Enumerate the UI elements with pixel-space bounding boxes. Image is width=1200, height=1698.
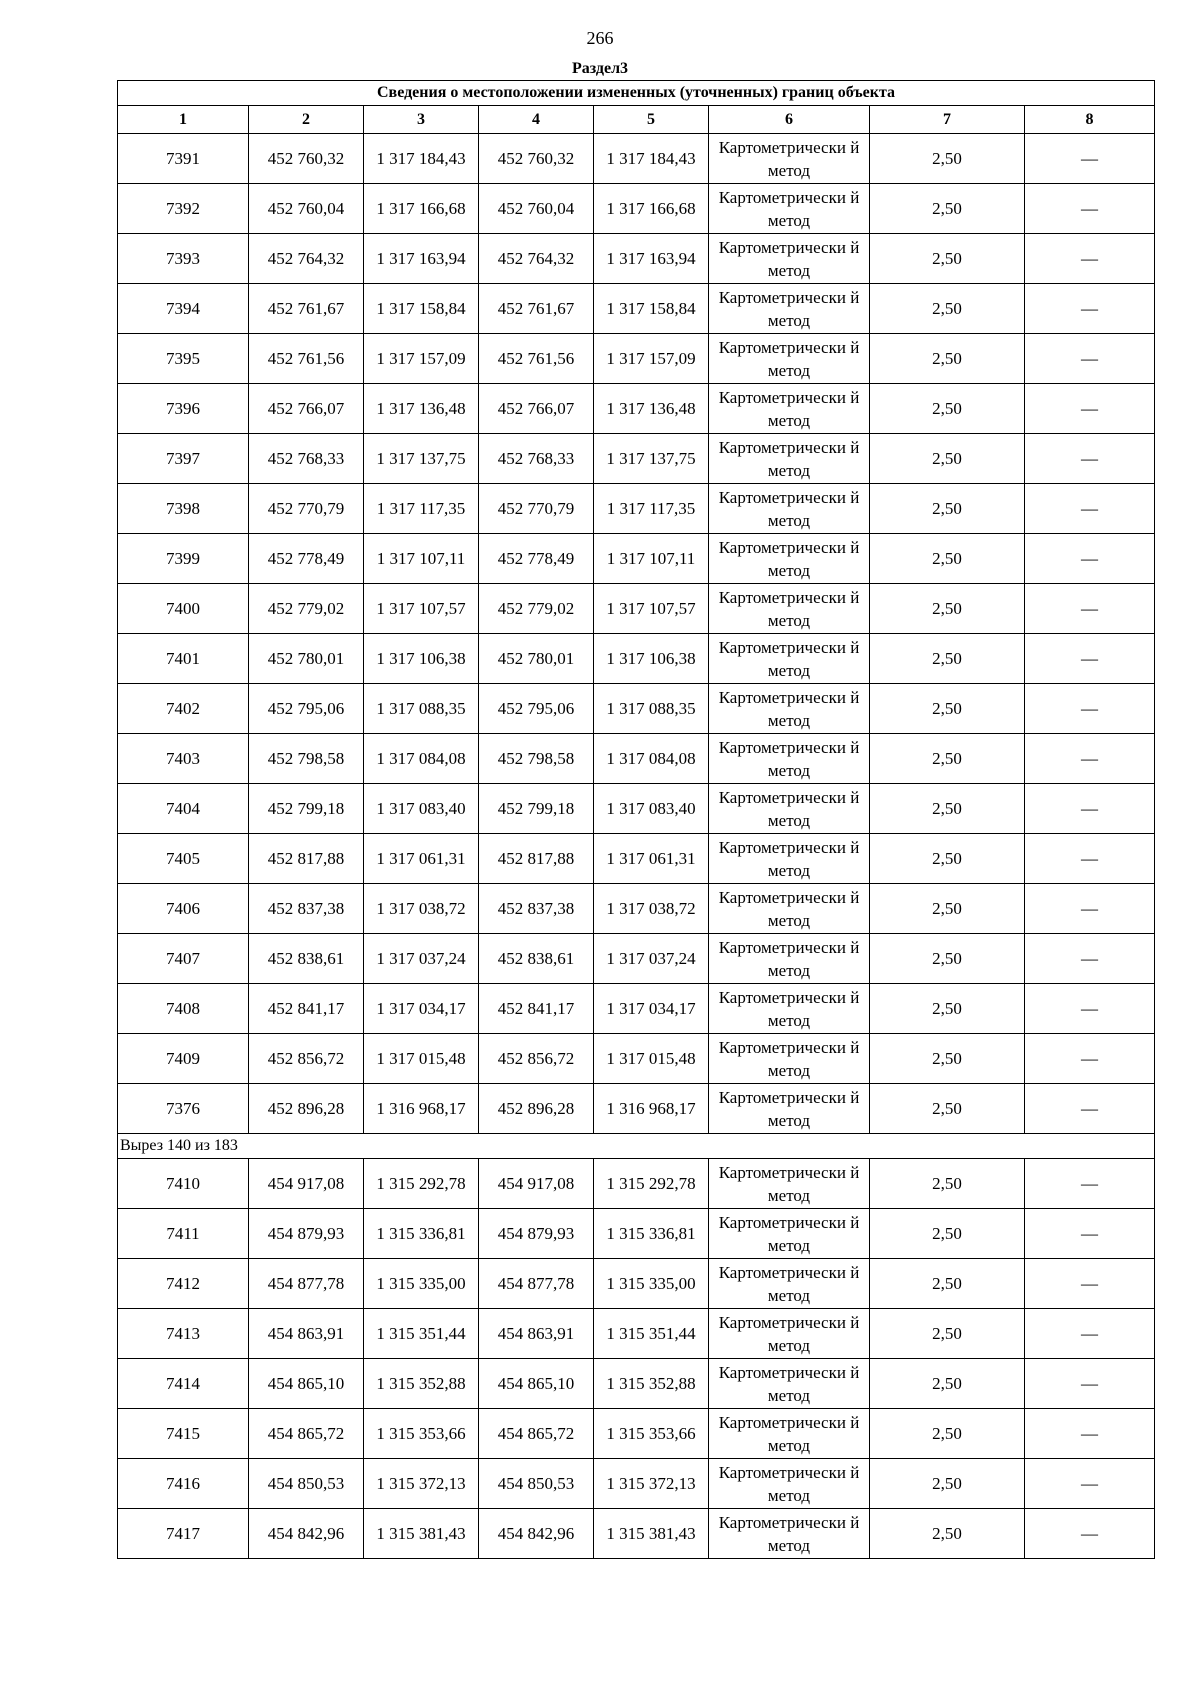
- table-cell-col-4: 452 798,58: [479, 734, 594, 784]
- table-cell-col-4: 452 760,04: [479, 184, 594, 234]
- table-cell-col-8: —: [1025, 1409, 1155, 1459]
- table-cell-col-4: 452 761,56: [479, 334, 594, 384]
- table-cell-col-1: 7400: [118, 584, 249, 634]
- table-cell-col-6: Картометрически й метод: [709, 684, 870, 734]
- table-cell-col-5: 1 317 137,75: [594, 434, 709, 484]
- table-cell-col-8: —: [1025, 1209, 1155, 1259]
- table-cell-col-2: 454 865,10: [249, 1359, 364, 1409]
- table-row: [118, 984, 1155, 1034]
- table-cell-col-5: 1 317 136,48: [594, 384, 709, 434]
- table-cell-col-6: Картометрически й метод: [709, 1309, 870, 1359]
- table-cell-col-7: 2,50: [870, 1259, 1025, 1309]
- table-cell-col-2: 452 770,79: [249, 484, 364, 534]
- table-cell-col-5: 1 315 335,00: [594, 1259, 709, 1309]
- table-cell-col-3: 1 317 038,72: [364, 884, 479, 934]
- table-cell-col-5: 1 317 038,72: [594, 884, 709, 934]
- table-row: [118, 1459, 1155, 1509]
- table-cell-col-3: 1 317 117,35: [364, 484, 479, 534]
- table-cell-col-3: 1 315 351,44: [364, 1309, 479, 1359]
- table-cell-col-5: 1 315 353,66: [594, 1409, 709, 1459]
- table-cell-col-2: 452 760,04: [249, 184, 364, 234]
- table-row: [118, 334, 1155, 384]
- table-cell-col-2: 452 779,02: [249, 584, 364, 634]
- table-cell-col-1: 7412: [118, 1259, 249, 1309]
- table-cell-col-3: 1 315 292,78: [364, 1159, 479, 1209]
- coordinates-table: [117, 80, 1155, 1559]
- table-cell-col-2: 454 850,53: [249, 1459, 364, 1509]
- table-cell-col-4: 452 896,28: [479, 1084, 594, 1134]
- table-cell-col-3: 1 317 136,48: [364, 384, 479, 434]
- table-cell-col-2: 452 837,38: [249, 884, 364, 934]
- table-cell-col-2: 452 856,72: [249, 1034, 364, 1084]
- table-cell-col-8: —: [1025, 434, 1155, 484]
- table-cell-col-8: —: [1025, 384, 1155, 434]
- table-cell-col-7: 2,50: [870, 1359, 1025, 1409]
- table-row: [118, 1409, 1155, 1459]
- table-cell-col-2: 454 842,96: [249, 1509, 364, 1559]
- table-row: [118, 1259, 1155, 1309]
- table-cell-col-4: 454 865,72: [479, 1409, 594, 1459]
- table-cell-col-1: 7404: [118, 784, 249, 834]
- table-cell-col-7: 2,50: [870, 534, 1025, 584]
- table-cell-col-5: 1 317 015,48: [594, 1034, 709, 1084]
- table-cell-col-8: —: [1025, 534, 1155, 584]
- table-row: [118, 584, 1155, 634]
- table-cell-col-6: Картометрически й метод: [709, 984, 870, 1034]
- table-row: [118, 1309, 1155, 1359]
- table-row: [118, 784, 1155, 834]
- table-cell-col-7: 2,50: [870, 484, 1025, 534]
- table-cell-col-7: 2,50: [870, 184, 1025, 234]
- table-cell-col-7: 2,50: [870, 984, 1025, 1034]
- table-cell-col-3: 1 317 107,11: [364, 534, 479, 584]
- table-row: [118, 234, 1155, 284]
- table-cell-col-1: 7399: [118, 534, 249, 584]
- table-cell-col-8: —: [1025, 184, 1155, 234]
- table-cell-col-4: 452 764,32: [479, 234, 594, 284]
- table-cell-col-2: 452 764,32: [249, 234, 364, 284]
- table-cell-col-1: 7410: [118, 1159, 249, 1209]
- table-row: [118, 434, 1155, 484]
- table-cell-col-1: 7417: [118, 1509, 249, 1559]
- table-cell-col-8: —: [1025, 1034, 1155, 1084]
- table-cell-col-6: Картометрически й метод: [709, 184, 870, 234]
- table-cell-col-5: 1 317 034,17: [594, 984, 709, 1034]
- table-cell-col-7: 2,50: [870, 434, 1025, 484]
- table-cell-col-7: 2,50: [870, 884, 1025, 934]
- table-cell-col-6: Картометрически й метод: [709, 1209, 870, 1259]
- table-cell-col-3: 1 317 034,17: [364, 984, 479, 1034]
- table-cell-col-6: Картометрически й метод: [709, 1509, 870, 1559]
- table-cell-col-6: Картометрически й метод: [709, 634, 870, 684]
- table-cell-col-5: 1 317 157,09: [594, 334, 709, 384]
- table-cell-col-1: 7398: [118, 484, 249, 534]
- table-cell-col-1: 7408: [118, 984, 249, 1034]
- table-cell-col-3: 1 317 106,38: [364, 634, 479, 684]
- table-cell-col-6: Картометрически й метод: [709, 534, 870, 584]
- table-cell-col-5: 1 317 106,38: [594, 634, 709, 684]
- table-cell-col-4: 452 817,88: [479, 834, 594, 884]
- table-cell-col-7: 2,50: [870, 1309, 1025, 1359]
- table-cell-col-5: 1 315 381,43: [594, 1509, 709, 1559]
- table-cell-col-1: 7391: [118, 134, 249, 184]
- table-cell-col-6: Картометрически й метод: [709, 234, 870, 284]
- column-header: 1: [118, 106, 249, 134]
- table-row: [118, 834, 1155, 884]
- table-row: [118, 634, 1155, 684]
- page-number: 266: [586, 28, 614, 48]
- table-cell-col-5: 1 315 372,13: [594, 1459, 709, 1509]
- table-cell-col-5: 1 317 084,08: [594, 734, 709, 784]
- table-cell-col-4: 454 842,96: [479, 1509, 594, 1559]
- table-cell-col-4: 452 780,01: [479, 634, 594, 684]
- table-cell-col-3: 1 315 372,13: [364, 1459, 479, 1509]
- table-row: [118, 1159, 1155, 1209]
- table-cell-col-8: —: [1025, 934, 1155, 984]
- table-cell-col-3: 1 315 336,81: [364, 1209, 479, 1259]
- table-cell-col-7: 2,50: [870, 634, 1025, 684]
- table-cell-col-3: 1 317 037,24: [364, 934, 479, 984]
- table-cell-col-6: Картометрически й метод: [709, 1084, 870, 1134]
- table-cell-col-5: 1 317 166,68: [594, 184, 709, 234]
- table-cell-col-4: 452 778,49: [479, 534, 594, 584]
- table-cell-col-4: 454 863,91: [479, 1309, 594, 1359]
- table-cell-col-5: 1 317 037,24: [594, 934, 709, 984]
- table-cell-col-4: 452 768,33: [479, 434, 594, 484]
- table-cell-col-8: —: [1025, 334, 1155, 384]
- table-cell-col-3: 1 317 158,84: [364, 284, 479, 334]
- table-row: [118, 184, 1155, 234]
- table-cell-col-2: 454 863,91: [249, 1309, 364, 1359]
- table-cell-col-6: Картометрически й метод: [709, 584, 870, 634]
- table-cell-col-8: —: [1025, 884, 1155, 934]
- table-cell-col-4: 454 877,78: [479, 1259, 594, 1309]
- table-cell-col-2: 452 798,58: [249, 734, 364, 784]
- table-cell-col-2: 452 838,61: [249, 934, 364, 984]
- table-cell-col-5: 1 317 083,40: [594, 784, 709, 834]
- table-cell-col-7: 2,50: [870, 384, 1025, 434]
- table-cell-col-4: 452 760,32: [479, 134, 594, 184]
- table-cell-col-8: —: [1025, 284, 1155, 334]
- table-cell-col-1: 7402: [118, 684, 249, 734]
- table-cell-col-5: 1 317 158,84: [594, 284, 709, 334]
- table-cell-col-1: 7392: [118, 184, 249, 234]
- table-cell-col-7: 2,50: [870, 834, 1025, 884]
- table-cell-col-2: 452 778,49: [249, 534, 364, 584]
- table-header-row: [118, 106, 1155, 134]
- table-cell-col-8: —: [1025, 784, 1155, 834]
- section-title: Раздел3: [571, 60, 629, 77]
- table-cell-col-2: 452 768,33: [249, 434, 364, 484]
- table-cell-col-6: Картометрически й метод: [709, 484, 870, 534]
- table-cell-col-1: 7376: [118, 1084, 249, 1134]
- table-cell-col-5: 1 317 117,35: [594, 484, 709, 534]
- table-cell-col-4: 452 770,79: [479, 484, 594, 534]
- table-cell-col-3: 1 317 166,68: [364, 184, 479, 234]
- table-cell-col-8: —: [1025, 234, 1155, 284]
- table-cell-col-1: 7397: [118, 434, 249, 484]
- table-cell-col-5: 1 317 163,94: [594, 234, 709, 284]
- table-cell-col-7: 2,50: [870, 284, 1025, 334]
- table-cell-col-6: Картометрически й метод: [709, 884, 870, 934]
- table-cell-col-4: 452 856,72: [479, 1034, 594, 1084]
- table-row: [118, 684, 1155, 734]
- table-row: [118, 384, 1155, 434]
- table-cell-col-1: 7403: [118, 734, 249, 784]
- table-cell-col-1: 7411: [118, 1209, 249, 1259]
- table-cell-col-1: 7393: [118, 234, 249, 284]
- table-cell-col-7: 2,50: [870, 234, 1025, 284]
- table-cell-col-2: 454 917,08: [249, 1159, 364, 1209]
- table-cell-col-7: 2,50: [870, 1084, 1025, 1134]
- table-caption-row: [118, 81, 1155, 106]
- table-cell-col-5: 1 315 292,78: [594, 1159, 709, 1209]
- table-cell-col-7: 2,50: [870, 734, 1025, 784]
- table-cell-col-7: 2,50: [870, 934, 1025, 984]
- table-cell-col-4: 452 795,06: [479, 684, 594, 734]
- group-label: Вырез 140 из 183: [118, 1134, 1155, 1159]
- table-cell-col-6: Картометрически й метод: [709, 1359, 870, 1409]
- table-cell-col-8: —: [1025, 1084, 1155, 1134]
- table-cell-col-3: 1 315 381,43: [364, 1509, 479, 1559]
- table-cell-col-2: 452 766,07: [249, 384, 364, 434]
- table-row: [118, 1084, 1155, 1134]
- table-cell-col-5: 1 317 088,35: [594, 684, 709, 734]
- table-cell-col-7: 2,50: [870, 334, 1025, 384]
- table-cell-col-3: 1 315 353,66: [364, 1409, 479, 1459]
- column-header: 2: [249, 106, 364, 134]
- table-cell-col-6: Картометрически й метод: [709, 434, 870, 484]
- table-row: [118, 484, 1155, 534]
- table-cell-col-1: 7396: [118, 384, 249, 434]
- table-cell-col-1: 7415: [118, 1409, 249, 1459]
- table-cell-col-6: Картометрически й метод: [709, 1459, 870, 1509]
- table-cell-col-7: 2,50: [870, 1209, 1025, 1259]
- table-cell-col-6: Картометрически й метод: [709, 834, 870, 884]
- table-cell-col-7: 2,50: [870, 1459, 1025, 1509]
- table-cell-col-6: Картометрически й метод: [709, 134, 870, 184]
- table-cell-col-6: Картометрически й метод: [709, 1159, 870, 1209]
- table-cell-col-1: 7401: [118, 634, 249, 684]
- table-cell-col-6: Картометрически й метод: [709, 334, 870, 384]
- table-cell-col-2: 452 795,06: [249, 684, 364, 734]
- table-row: [118, 1209, 1155, 1259]
- table-cell-col-2: 452 841,17: [249, 984, 364, 1034]
- table-cell-col-7: 2,50: [870, 1034, 1025, 1084]
- table-cell-col-4: 452 837,38: [479, 884, 594, 934]
- table-cell-col-6: Картометрически й метод: [709, 1259, 870, 1309]
- table-row: [118, 284, 1155, 334]
- table-cell-col-5: 1 317 061,31: [594, 834, 709, 884]
- table-cell-col-1: 7395: [118, 334, 249, 384]
- table-cell-col-4: 452 841,17: [479, 984, 594, 1034]
- table-cell-col-2: 452 760,32: [249, 134, 364, 184]
- table-cell-col-8: —: [1025, 734, 1155, 784]
- table-cell-col-7: 2,50: [870, 584, 1025, 634]
- column-header: 7: [870, 106, 1025, 134]
- table-row: [118, 134, 1155, 184]
- table-row: [118, 1034, 1155, 1084]
- table-cell-col-8: —: [1025, 1159, 1155, 1209]
- table-cell-col-8: —: [1025, 634, 1155, 684]
- column-header: 3: [364, 106, 479, 134]
- table-cell-col-3: 1 317 137,75: [364, 434, 479, 484]
- table-cell-col-4: 452 766,07: [479, 384, 594, 434]
- table-cell-col-4: 452 761,67: [479, 284, 594, 334]
- column-header: 4: [479, 106, 594, 134]
- table-cell-col-4: 454 917,08: [479, 1159, 594, 1209]
- table-cell-col-4: 452 779,02: [479, 584, 594, 634]
- table-cell-col-8: —: [1025, 584, 1155, 634]
- column-header: 6: [709, 106, 870, 134]
- table-cell-col-2: 454 877,78: [249, 1259, 364, 1309]
- table-cell-col-5: 1 315 351,44: [594, 1309, 709, 1359]
- table-cell-col-8: —: [1025, 834, 1155, 884]
- table-cell-col-7: 2,50: [870, 784, 1025, 834]
- table-cell-col-3: 1 317 061,31: [364, 834, 479, 884]
- table-row: [118, 534, 1155, 584]
- table-cell-col-7: 2,50: [870, 1409, 1025, 1459]
- table-cell-col-3: 1 315 352,88: [364, 1359, 479, 1409]
- table-cell-col-2: 452 780,01: [249, 634, 364, 684]
- table-cell-col-3: 1 317 163,94: [364, 234, 479, 284]
- table-cell-col-4: 454 865,10: [479, 1359, 594, 1409]
- table-cell-col-1: 7406: [118, 884, 249, 934]
- table-cell-col-1: 7407: [118, 934, 249, 984]
- table-row: [118, 934, 1155, 984]
- table-cell-col-8: —: [1025, 984, 1155, 1034]
- table-caption: Сведения о местоположении измененных (уточненных) границ объекта: [118, 81, 1155, 106]
- table-cell-col-8: —: [1025, 684, 1155, 734]
- table-cell-col-5: 1 315 352,88: [594, 1359, 709, 1409]
- table-cell-col-1: 7414: [118, 1359, 249, 1409]
- table-cell-col-4: 452 838,61: [479, 934, 594, 984]
- table-cell-col-5: 1 317 107,57: [594, 584, 709, 634]
- table-cell-col-8: —: [1025, 1459, 1155, 1509]
- table-cell-col-3: 1 317 015,48: [364, 1034, 479, 1084]
- table-cell-col-7: 2,50: [870, 1159, 1025, 1209]
- table-cell-col-4: 452 799,18: [479, 784, 594, 834]
- table-cell-col-1: 7413: [118, 1309, 249, 1359]
- table-cell-col-4: 454 879,93: [479, 1209, 594, 1259]
- column-header: 8: [1025, 106, 1155, 134]
- table-cell-col-3: 1 317 084,08: [364, 734, 479, 784]
- table-cell-col-8: —: [1025, 1259, 1155, 1309]
- table-row: [118, 884, 1155, 934]
- table-cell-col-6: Картометрически й метод: [709, 1034, 870, 1084]
- table-cell-col-2: 454 879,93: [249, 1209, 364, 1259]
- table-cell-col-3: 1 316 968,17: [364, 1084, 479, 1134]
- table-cell-col-6: Картометрически й метод: [709, 934, 870, 984]
- table-cell-col-3: 1 315 335,00: [364, 1259, 479, 1309]
- table-cell-col-8: —: [1025, 484, 1155, 534]
- table-cell-col-8: —: [1025, 1309, 1155, 1359]
- table-cell-col-2: 452 761,67: [249, 284, 364, 334]
- table-cell-col-6: Картометрически й метод: [709, 734, 870, 784]
- table-cell-col-5: 1 316 968,17: [594, 1084, 709, 1134]
- table-cell-col-8: —: [1025, 1359, 1155, 1409]
- table-cell-col-2: 452 896,28: [249, 1084, 364, 1134]
- table-cell-col-6: Картометрически й метод: [709, 1409, 870, 1459]
- table-cell-col-1: 7405: [118, 834, 249, 884]
- table-cell-col-3: 1 317 083,40: [364, 784, 479, 834]
- table-cell-col-1: 7409: [118, 1034, 249, 1084]
- table-cell-col-2: 452 817,88: [249, 834, 364, 884]
- table-cell-col-5: 1 317 107,11: [594, 534, 709, 584]
- table-cell-col-8: —: [1025, 1509, 1155, 1559]
- table-row: [118, 734, 1155, 784]
- table-cell-col-5: 1 315 336,81: [594, 1209, 709, 1259]
- table-cell-col-1: 7416: [118, 1459, 249, 1509]
- table-cell-col-3: 1 317 088,35: [364, 684, 479, 734]
- table-row: [118, 1359, 1155, 1409]
- table-cell-col-4: 454 850,53: [479, 1459, 594, 1509]
- table-cell-col-2: 452 799,18: [249, 784, 364, 834]
- table-row: [118, 1509, 1155, 1559]
- table-cell-col-2: 452 761,56: [249, 334, 364, 384]
- group-separator-row: [118, 1134, 1155, 1159]
- table-cell-col-3: 1 317 157,09: [364, 334, 479, 384]
- column-header: 5: [594, 106, 709, 134]
- table-cell-col-8: —: [1025, 134, 1155, 184]
- table-cell-col-6: Картометрически й метод: [709, 384, 870, 434]
- table-cell-col-3: 1 317 184,43: [364, 134, 479, 184]
- table-cell-col-2: 454 865,72: [249, 1409, 364, 1459]
- table-cell-col-1: 7394: [118, 284, 249, 334]
- table-cell-col-6: Картометрически й метод: [709, 784, 870, 834]
- table-cell-col-6: Картометрически й метод: [709, 284, 870, 334]
- table-cell-col-5: 1 317 184,43: [594, 134, 709, 184]
- table-cell-col-7: 2,50: [870, 684, 1025, 734]
- table-cell-col-3: 1 317 107,57: [364, 584, 479, 634]
- table-cell-col-7: 2,50: [870, 134, 1025, 184]
- table-cell-col-7: 2,50: [870, 1509, 1025, 1559]
- table-body: [118, 81, 1155, 1559]
